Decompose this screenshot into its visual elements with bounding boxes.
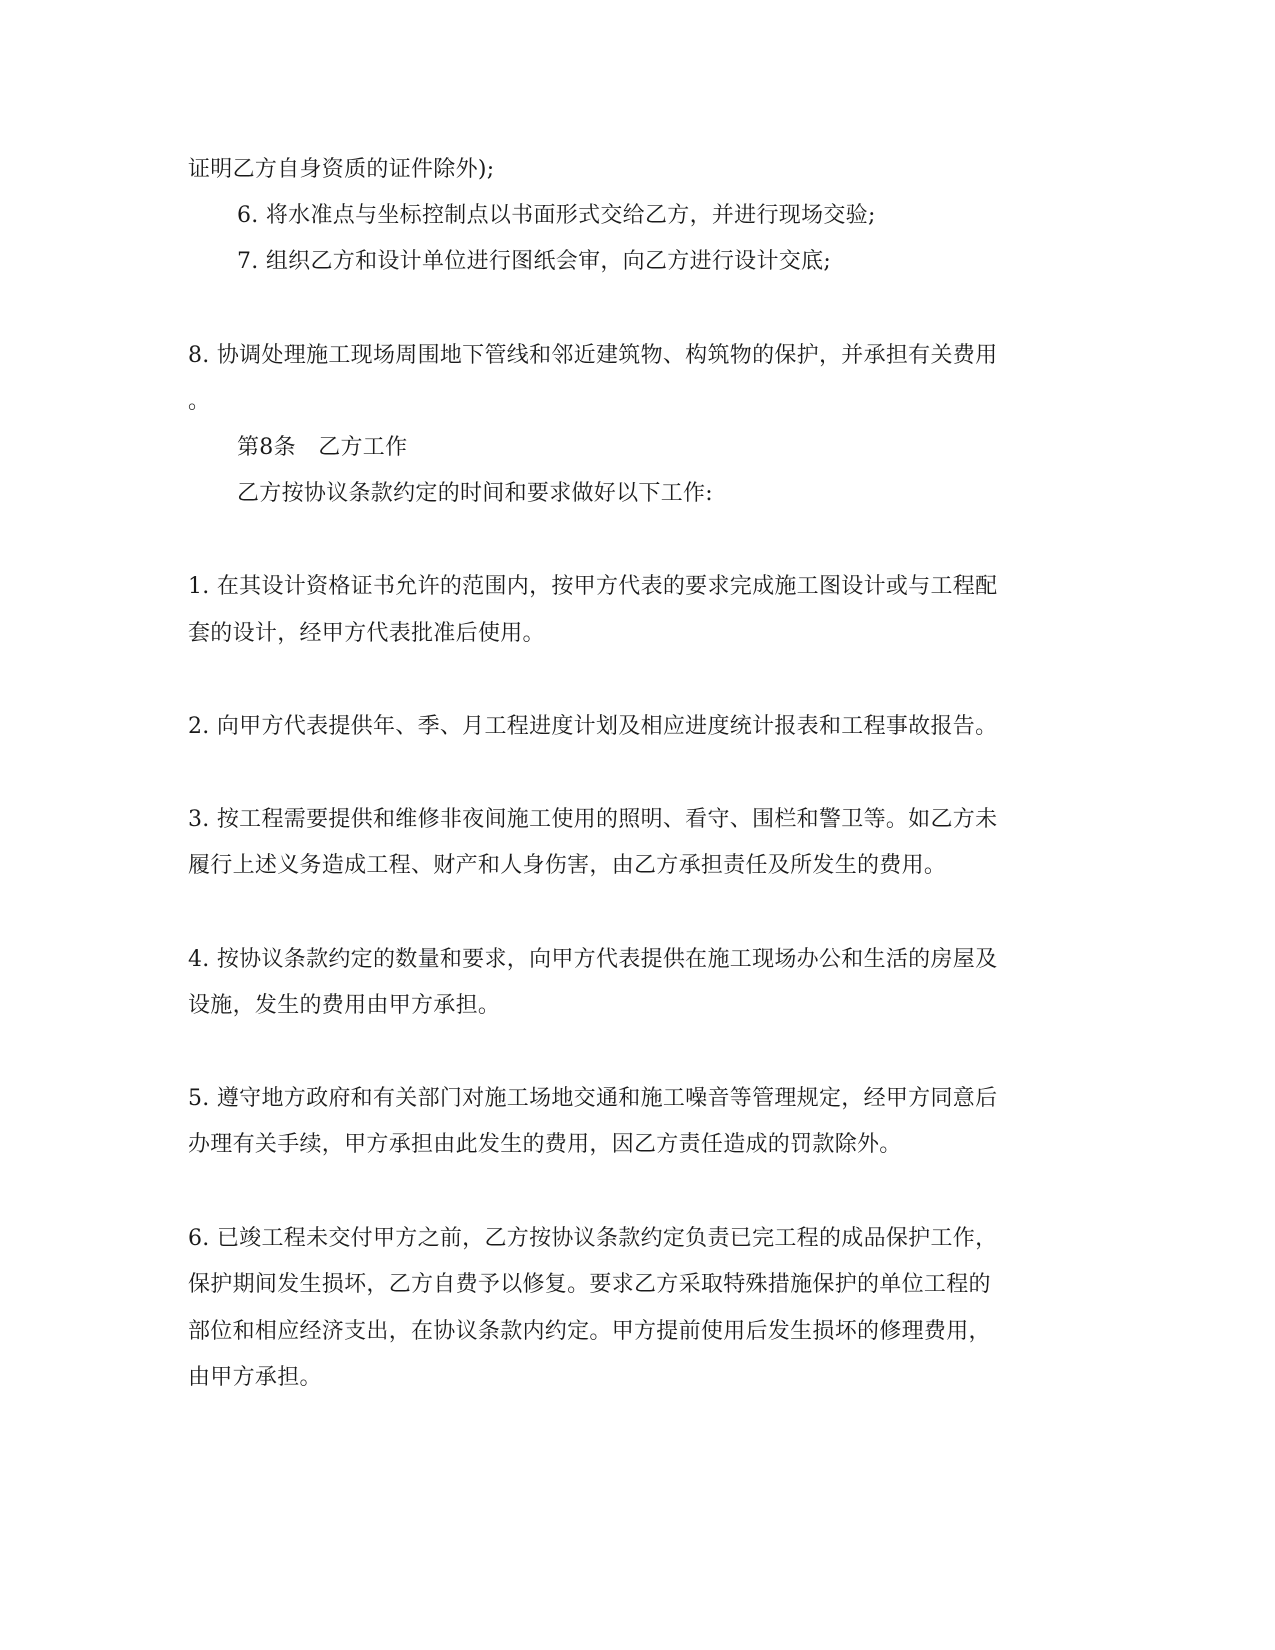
text-line: 乙方按协议条款约定的时间和要求做好以下工作: bbox=[237, 481, 714, 506]
text-line: 保护期间发生损坏，乙方自费予以修复。要求乙方采取特殊措施保护的单位工程的 bbox=[188, 1272, 991, 1297]
text-line: 4. 按协议条款约定的数量和要求，向甲方代表提供在施工现场办公和生活的房屋及 bbox=[188, 947, 998, 972]
text-line: 办理有关手续，甲方承担由此发生的费用，因乙方责任造成的罚款除外。 bbox=[188, 1132, 902, 1157]
text-line: 8. 协调处理施工现场周围地下管线和邻近建筑物、构筑物的保护，并承担有关费用 bbox=[188, 343, 998, 368]
text-line: 部位和相应经济支出，在协议条款内约定。甲方提前使用后发生损坏的修理费用， bbox=[188, 1319, 991, 1344]
text-line: 履行上述义务造成工程、财产和人身伤害，由乙方承担责任及所发生的费用。 bbox=[188, 853, 947, 878]
text-line: 证明乙方自身资质的证件除外); bbox=[188, 157, 495, 182]
text-line: 套的设计，经甲方代表批准后使用。 bbox=[188, 621, 545, 646]
text-line: 2. 向甲方代表提供年、季、月工程进度计划及相应进度统计报表和工程事故报告。 bbox=[188, 714, 998, 739]
text-line: 5. 遵守地方政府和有关部门对施工场地交通和施工噪音等管理规定，经甲方同意后 bbox=[188, 1086, 998, 1111]
text-line: 7. 组织乙方和设计单位进行图纸会审，向乙方进行设计交底; bbox=[237, 249, 832, 274]
text-line: 3. 按工程需要提供和维修非夜间施工使用的照明、看守、围栏和警卫等。如乙方未 bbox=[188, 807, 998, 832]
text-line: 6. 已竣工程未交付甲方之前，乙方按协议条款约定负责已完工程的成品保护工作， bbox=[188, 1226, 998, 1251]
text-line: 1. 在其设计资格证书允许的范围内，按甲方代表的要求完成施工图设计或与工程配 bbox=[188, 574, 998, 599]
text-line: 设施，发生的费用由甲方承担。 bbox=[188, 993, 501, 1018]
text-line: 。 bbox=[188, 389, 211, 414]
section-heading: 第8条 乙方工作 bbox=[237, 435, 408, 460]
text-line: 由甲方承担。 bbox=[188, 1365, 322, 1390]
text-line: 6. 将水准点与坐标控制点以书面形式交给乙方，并进行现场交验; bbox=[237, 203, 876, 228]
